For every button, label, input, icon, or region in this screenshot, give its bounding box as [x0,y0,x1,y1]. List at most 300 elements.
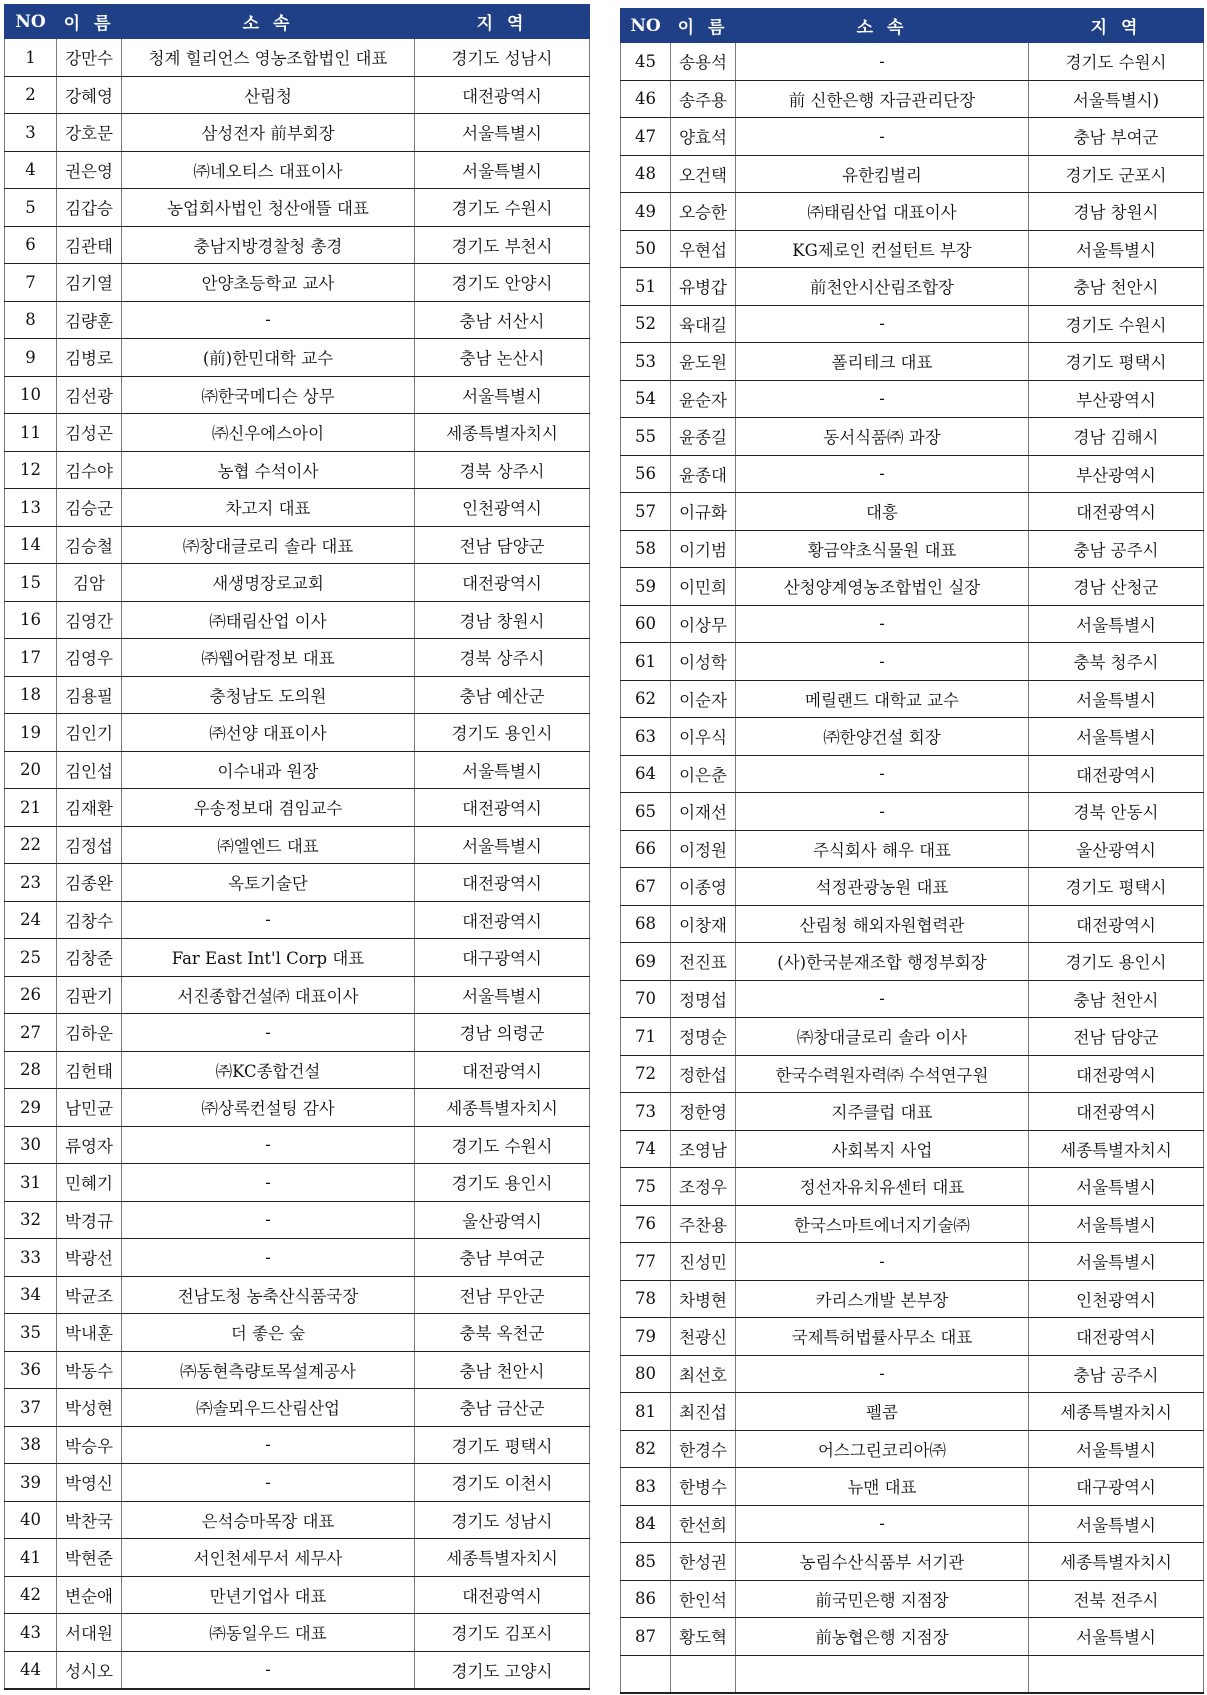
cell-affiliation: - [122,301,415,339]
cell-no: 80 [621,1355,671,1393]
cell-region: 경남 의령군 [415,1014,590,1052]
cell-name: 김승군 [57,489,122,527]
cell-no: 58 [621,530,671,568]
cell-affiliation: - [736,305,1029,343]
cell-affiliation: - [736,118,1029,156]
cell-name: 변순애 [57,1576,122,1614]
table-row [5,564,590,602]
cell-affiliation: 지주클럽 대표 [736,1093,1029,1131]
table-row [621,530,1204,568]
cell-no: 48 [621,155,671,193]
table-row [5,639,590,677]
cell-name: 박균조 [57,1276,122,1314]
member-table-left [4,4,590,1690]
cell-region: 충남 천안시 [1029,980,1204,1018]
table-row [5,676,590,714]
table-row [5,489,590,527]
cell-name: 정한영 [671,1093,736,1131]
table-row [621,43,1204,81]
cell-region: 세종특별자치시 [1029,1393,1204,1431]
table-row [621,343,1204,381]
cell-affiliation: 한국수력원자력㈜ 수석연구원 [736,1055,1029,1093]
cell-name: 이규화 [671,493,736,531]
cell-affiliation: - [736,455,1029,493]
cell-name: 남민균 [57,1089,122,1127]
cell-region: 경기도 평택시 [1029,343,1204,381]
cell-affiliation: 서인천세무서 세무사 [122,1539,415,1577]
cell-affiliation: 대흥 [736,493,1029,531]
table-row [5,151,590,189]
cell-no: 11 [5,414,57,452]
cell-name: 박동수 [57,1351,122,1389]
table-body-left [5,39,590,1690]
table-row [621,1468,1204,1506]
cell-no: 78 [621,1280,671,1318]
cell-region: 부산광역시 [1029,455,1204,493]
cell-region: 전남 담양군 [415,526,590,564]
cell-affiliation: 옥토기술단 [122,864,415,902]
table-row [5,451,590,489]
table-row [621,1205,1204,1243]
header-name: 이 름 [57,5,122,39]
table-row [621,605,1204,643]
table-row [621,418,1204,456]
cell-no: 3 [5,114,57,152]
cell-no: 52 [621,305,671,343]
cell-name: 박찬국 [57,1501,122,1539]
table-row [5,751,590,789]
table-row [5,714,590,752]
cell-name: 황도혁 [671,1618,736,1656]
cell-no: 81 [621,1393,671,1431]
cell-name: 박성현 [57,1389,122,1427]
cell-affiliation: - [122,1014,415,1052]
cell-name: 강만수 [57,39,122,77]
cell-name: 김재환 [57,789,122,827]
cell-no: 35 [5,1314,57,1352]
cell-region: 경기도 성남시 [415,39,590,77]
cell-no: 29 [5,1089,57,1127]
cell-affiliation: 펠콤 [736,1393,1029,1431]
cell-name: 한선희 [671,1505,736,1543]
cell-no: 24 [5,901,57,939]
cell-name: 김성곤 [57,414,122,452]
cell-region: 충남 서산시 [415,301,590,339]
table-row [621,643,1204,681]
table-row [5,39,590,77]
cell-name: 진성민 [671,1243,736,1281]
cell-region: 서울특별시 [1029,230,1204,268]
cell-affiliation: KG제로인 컨설턴트 부장 [736,230,1029,268]
cell-name: 전진표 [671,943,736,981]
cell-affiliation: ㈜웹어람정보 대표 [122,639,415,677]
member-table-right [620,8,1204,1694]
table-row [5,1576,590,1614]
cell-region: 서울특별시 [1029,605,1204,643]
cell-name: 정한섭 [671,1055,736,1093]
cell-affiliation: 前 신한은행 자금관리단장 [736,80,1029,118]
cell-affiliation: 청계 힐리언스 영농조합법인 대표 [122,39,415,77]
table-row [5,376,590,414]
cell-no: 61 [621,643,671,681]
header-no: NO [5,5,57,39]
header-region: 지 역 [1029,9,1204,43]
cell-affiliation: - [122,1239,415,1277]
cell-region: 서울특별시) [1029,80,1204,118]
table-row [5,189,590,227]
cell-name: 윤종길 [671,418,736,456]
cell-no: 63 [621,718,671,756]
cell-no: 67 [621,868,671,906]
cell-no: 57 [621,493,671,531]
cell-affiliation: 정선자유치유센터 대표 [736,1168,1029,1206]
table-row [5,301,590,339]
table-row [621,1505,1204,1543]
cell-name: 한병수 [671,1468,736,1506]
cell-name: 한성권 [671,1543,736,1581]
table-row [621,1318,1204,1356]
cell-affiliation: - [736,380,1029,418]
cell-name: 윤순자 [671,380,736,418]
cell-region: 경기도 수원시 [415,1126,590,1164]
cell-no: 23 [5,864,57,902]
cell-name: 김기열 [57,264,122,302]
cell-affiliation: 前국민은행 지점장 [736,1580,1029,1618]
cell-name: 김영간 [57,601,122,639]
cell-affiliation: 더 좋은 숲 [122,1314,415,1352]
table-row [5,1501,590,1539]
table-row [621,118,1204,156]
cell-region: 대구광역시 [415,939,590,977]
cell-name: 이정원 [671,830,736,868]
cell-no: 64 [621,755,671,793]
cell-affiliation: 농업회사법인 청산애뜰 대표 [122,189,415,227]
cell-name: 이은춘 [671,755,736,793]
cell-region: 경기도 부천시 [415,226,590,264]
cell-affiliation: 우송정보대 겸임교수 [122,789,415,827]
cell-name: 김정섭 [57,826,122,864]
cell-region: 대전광역시 [1029,755,1204,793]
cell-affiliation: - [122,1426,415,1464]
cell-region: 대전광역시 [1029,1318,1204,1356]
cell-name: 김인섭 [57,751,122,789]
cell-name: 윤도원 [671,343,736,381]
table-row [621,305,1204,343]
cell-no: 83 [621,1468,671,1506]
cell-affiliation: - [736,980,1029,1018]
cell-region: 충북 청주시 [1029,643,1204,681]
cell-region: 세종특별자치시 [415,1089,590,1127]
cell-no: 50 [621,230,671,268]
cell-affiliation: - [736,1243,1029,1281]
header-name: 이 름 [671,9,736,43]
cell-no: 59 [621,568,671,606]
cell-affiliation: - [736,605,1029,643]
cell-region: 세종특별자치시 [415,414,590,452]
cell-name: 정명섭 [671,980,736,1018]
cell-region: 서울특별시 [1029,1243,1204,1281]
cell-name: 박내훈 [57,1314,122,1352]
cell-name: 서대원 [57,1614,122,1652]
cell-region: 경북 상주시 [415,639,590,677]
cell-no: 79 [621,1318,671,1356]
table-row [5,1239,590,1277]
cell-affiliation: 은석승마목장 대표 [122,1501,415,1539]
table-row [5,901,590,939]
cell-affiliation: ㈜신우에스아이 [122,414,415,452]
cell-no: 7 [5,264,57,302]
cell-no: 44 [5,1651,57,1689]
cell-name: 육대길 [671,305,736,343]
cell-name: 박현준 [57,1539,122,1577]
table-row [5,1539,590,1577]
cell-region: 경기도 수원시 [1029,305,1204,343]
table-row [621,905,1204,943]
cell-region: 경기도 성남시 [415,1501,590,1539]
table-row [621,1355,1204,1393]
cell-affiliation: ㈜동현측량토목설계공사 [122,1351,415,1389]
cell-affiliation: Far East Int'l Corp 대표 [122,939,415,977]
cell-no: 18 [5,676,57,714]
cell-no: 26 [5,976,57,1014]
cell-region: 세종특별자치시 [415,1539,590,1577]
cell-region: 경남 김해시 [1029,418,1204,456]
cell-affiliation: 국제특허법률사무소 대표 [736,1318,1029,1356]
cell-no: 40 [5,1501,57,1539]
table-row [621,1243,1204,1281]
cell-name: 김선광 [57,376,122,414]
cell-no: 85 [621,1543,671,1581]
table-row [621,1580,1204,1618]
cell-region: 부산광역시 [1029,380,1204,418]
cell-no: 41 [5,1539,57,1577]
table-row [621,718,1204,756]
cell-region: 서울특별시 [1029,1205,1204,1243]
cell-region: 전북 전주시 [1029,1580,1204,1618]
table-row [5,1614,590,1652]
table-row [5,1164,590,1202]
cell-no: 77 [621,1243,671,1281]
cell-no: 37 [5,1389,57,1427]
cell-affiliation: ㈜선양 대표이사 [122,714,415,752]
cell-no: 39 [5,1464,57,1502]
cell-region: 충북 옥천군 [415,1314,590,1352]
table-row [621,943,1204,981]
cell-region: 서울특별시 [1029,1430,1204,1468]
cell-region: 충남 공주시 [1029,530,1204,568]
cell-name: 김갑승 [57,189,122,227]
cell-name: 조영남 [671,1130,736,1168]
cell-affiliation: - [736,755,1029,793]
cell-region: 경기도 평택시 [415,1426,590,1464]
cell-region: 충남 부여군 [415,1239,590,1277]
cell-name: 이기범 [671,530,736,568]
cell-region: 경기도 안양시 [415,264,590,302]
cell-name: 차병현 [671,1280,736,1318]
cell-no: 46 [621,80,671,118]
cell-region: 대전광역시 [1029,493,1204,531]
cell-region: 경기도 김포시 [415,1614,590,1652]
cell-affiliation: 산림청 [122,76,415,114]
cell-no: 31 [5,1164,57,1202]
cell-name: 이재선 [671,793,736,831]
cell-region: 대전광역시 [415,789,590,827]
cell-affiliation: 안양초등학교 교사 [122,264,415,302]
cell-region: 경기도 고양시 [415,1651,590,1689]
cell-affiliation: 석정관광농원 대표 [736,868,1029,906]
cell-no: 2 [5,76,57,114]
cell-region: 서울특별시 [1029,1618,1204,1656]
cell-affiliation: 어스그린코리아㈜ [736,1430,1029,1468]
cell-no: 15 [5,564,57,602]
table-row [621,680,1204,718]
cell-name: 박경규 [57,1201,122,1239]
cell-name: 강혜영 [57,76,122,114]
cell-no: 87 [621,1618,671,1656]
cell-region: 서울특별시 [415,826,590,864]
table-row [5,1464,590,1502]
cell-affiliation: 한국스마트에너지기술㈜ [736,1205,1029,1243]
cell-name: 최진섭 [671,1393,736,1431]
table-row [621,1393,1204,1431]
cell-no: 62 [621,680,671,718]
cell-name: 김창준 [57,939,122,977]
cell-no: 22 [5,826,57,864]
cell-name: 성시오 [57,1651,122,1689]
cell-affiliation: ㈜창대글로리 솔라 대표 [122,526,415,564]
cell-name: 유병갑 [671,268,736,306]
cell-region: 세종특별자치시 [1029,1543,1204,1581]
table-row [5,1126,590,1164]
table-row [5,1389,590,1427]
cell-affiliation: ㈜한국메디슨 상무 [122,376,415,414]
cell-region: 대구광역시 [1029,1468,1204,1506]
cell-no: 47 [621,118,671,156]
cell-region: 경기도 수원시 [1029,43,1204,81]
cell-region: 경북 상주시 [415,451,590,489]
table-row [5,414,590,452]
cell-region: 충남 천안시 [415,1351,590,1389]
table-row [621,80,1204,118]
cell-region: 경기도 용인시 [415,1164,590,1202]
cell-no: 55 [621,418,671,456]
cell-no: 69 [621,943,671,981]
cell-region: 충남 천안시 [1029,268,1204,306]
cell-affiliation: 폴리테크 대표 [736,343,1029,381]
cell-region: 경기도 수원시 [415,189,590,227]
cell-no: 68 [621,905,671,943]
cell-no [621,1655,671,1693]
cell-region: 경기도 군포시 [1029,155,1204,193]
table-row [621,1130,1204,1168]
cell-region: 서울특별시 [1029,680,1204,718]
cell-affiliation: 동서식품㈜ 과장 [736,418,1029,456]
cell-no: 9 [5,339,57,377]
cell-region: 경북 안동시 [1029,793,1204,831]
cell-no: 60 [621,605,671,643]
cell-region: 울산광역시 [415,1201,590,1239]
cell-region: 서울특별시 [415,751,590,789]
table-row [621,455,1204,493]
cell-no: 66 [621,830,671,868]
cell-name: 김용필 [57,676,122,714]
cell-no: 1 [5,39,57,77]
cell-name: 김종완 [57,864,122,902]
cell-no: 56 [621,455,671,493]
cell-no: 4 [5,151,57,189]
table-row [5,826,590,864]
cell-region: 세종특별자치시 [1029,1130,1204,1168]
cell-name: 이상무 [671,605,736,643]
cell-name: 김영우 [57,639,122,677]
cell-affiliation: ㈜솔뫼우드산림산업 [122,1389,415,1427]
cell-region: 인천광역시 [1029,1280,1204,1318]
cell-region: 서울특별시 [415,976,590,1014]
cell-affiliation: ㈜태림산업 대표이사 [736,193,1029,231]
table-row [621,1280,1204,1318]
cell-region: 서울특별시 [1029,1505,1204,1543]
cell-name: 최선호 [671,1355,736,1393]
table-row [5,1314,590,1352]
cell-region: 울산광역시 [1029,830,1204,868]
cell-no: 19 [5,714,57,752]
cell-name: 송용석 [671,43,736,81]
table-row [5,789,590,827]
cell-affiliation: - [122,1126,415,1164]
cell-affiliation: (前)한민대학 교수 [122,339,415,377]
table-row [5,114,590,152]
cell-name: 박광선 [57,1239,122,1277]
cell-no: 53 [621,343,671,381]
cell-no: 21 [5,789,57,827]
table-row [5,1089,590,1127]
table-row [621,268,1204,306]
cell-name: 민혜기 [57,1164,122,1202]
table-row [621,1543,1204,1581]
cell-no: 13 [5,489,57,527]
cell-region: 경기도 이천시 [415,1464,590,1502]
cell-name: 박승우 [57,1426,122,1464]
cell-no: 72 [621,1055,671,1093]
cell-region: 대전광역시 [415,901,590,939]
cell-name: 오승한 [671,193,736,231]
cell-name: 윤종대 [671,455,736,493]
cell-region: 서울특별시 [1029,718,1204,756]
cell-region: 대전광역시 [415,76,590,114]
header-no: NO [621,9,671,43]
table-row [5,976,590,1014]
cell-affiliation: ㈜상록컨설팅 감사 [122,1089,415,1127]
table-row [621,155,1204,193]
table-body-right [621,43,1204,1694]
cell-name: 정명순 [671,1018,736,1056]
cell-no: 42 [5,1576,57,1614]
cell-name: 양효석 [671,118,736,156]
table-row [621,1655,1204,1693]
cell-no: 17 [5,639,57,677]
cell-affiliation: ㈜동일우드 대표 [122,1614,415,1652]
cell-affiliation: 사회복지 사업 [736,1130,1029,1168]
table-row [621,1055,1204,1093]
cell-affiliation: 황금약초식물원 대표 [736,530,1029,568]
cell-no: 16 [5,601,57,639]
cell-name: 이창재 [671,905,736,943]
cell-affiliation: 만년기업사 대표 [122,1576,415,1614]
table-row [621,493,1204,531]
table-row [621,193,1204,231]
cell-no: 65 [621,793,671,831]
cell-region: 인천광역시 [415,489,590,527]
